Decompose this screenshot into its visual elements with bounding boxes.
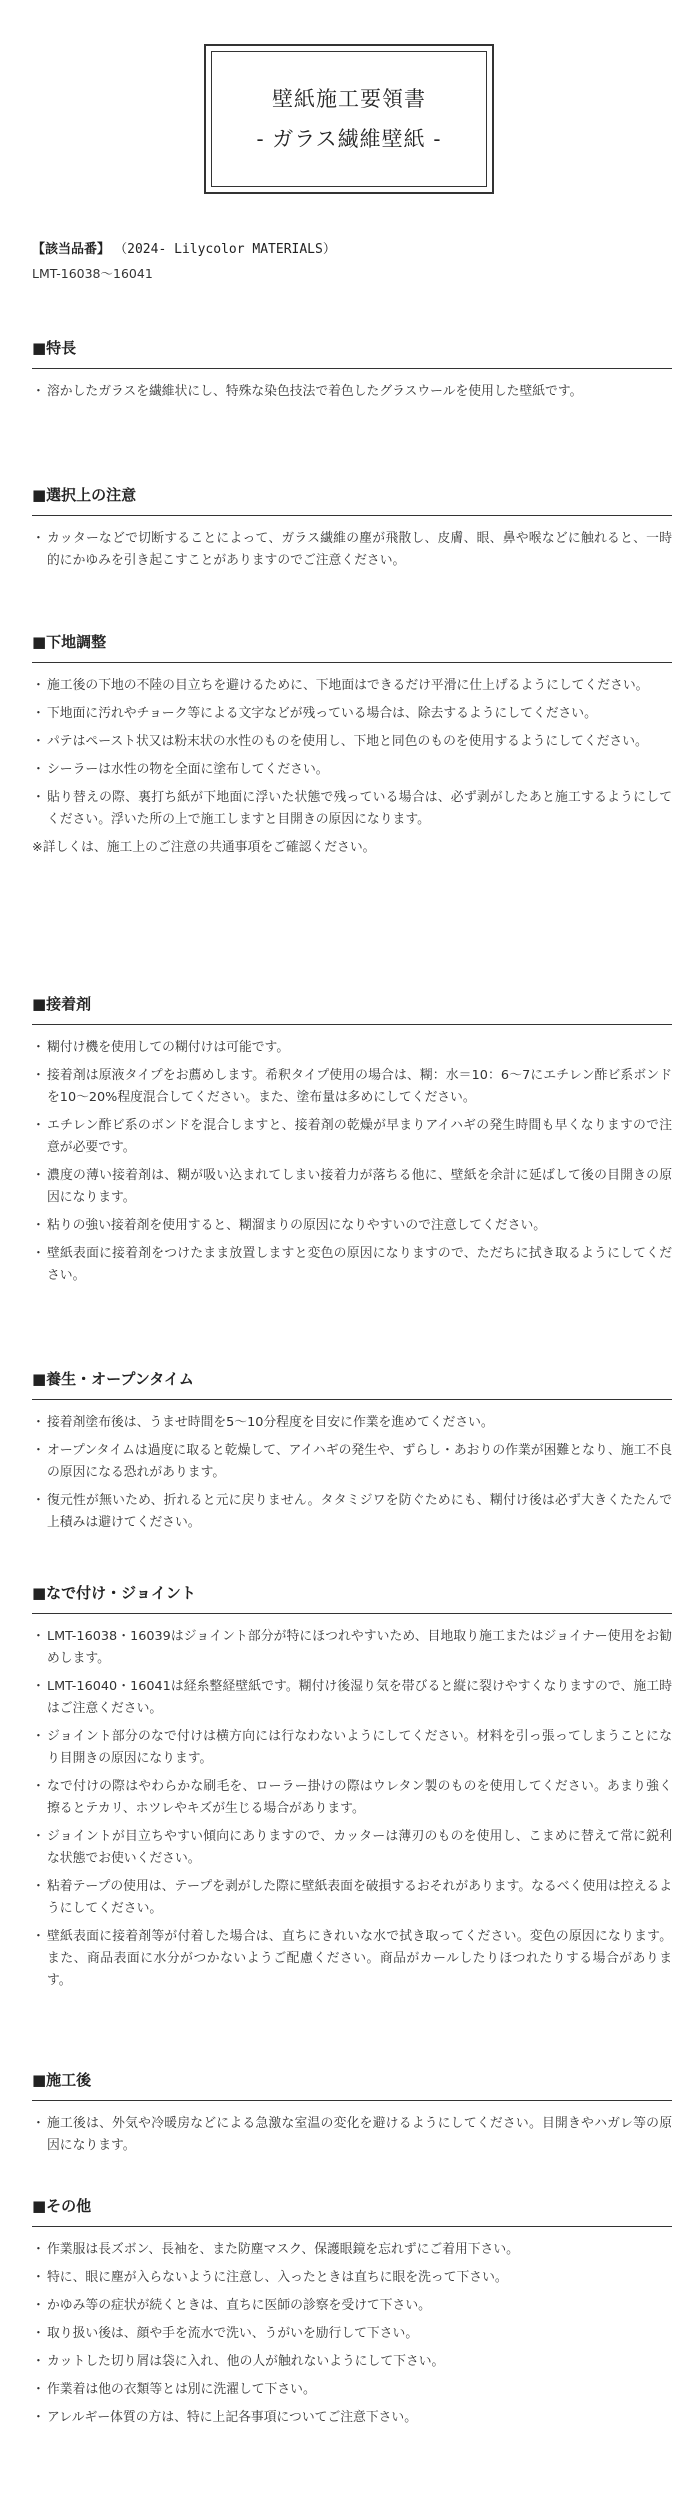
section-substrate-preparation <box>32 632 672 859</box>
list-item: ・ エチレン酢ビ系のボンドを混合しますと、接着剤の乾燥が早まりアイハギの発生時間も早くなりますので注意が必要です。 <box>32 1115 672 1159</box>
list-item: ・ LMT-16038・16039はジョイント部分が特にほつれやすいため、目地取り施工またはジョイナー使用をお勧めします。 <box>32 1626 672 1670</box>
section-heading: ■その他 <box>32 2196 672 2227</box>
list-item: ・ 作業服は長ズボン、長袖を、また防塵マスク、保護眼鏡を忘れずにご着用下さい。 <box>32 2239 672 2261</box>
product-info <box>32 238 672 286</box>
section-curing-open-time <box>32 1369 672 1540</box>
list-item: ・ 下地面に汚れやチョーク等による文字などが残っている場合は、除去するようにしてください。 <box>32 703 672 725</box>
title-inner-frame <box>211 51 487 187</box>
list-item: ・ 作業着は他の衣類等とは別に洗濯して下さい。 <box>32 2379 672 2401</box>
list-item: ・ アレルギー体質の方は、特に上記各事項についてご注意下さい。 <box>32 2407 672 2429</box>
section-heading: ■選択上の注意 <box>32 485 672 516</box>
list-item: ・ 貼り替えの際、裏打ち紙が下地面に浮いた状態で残っている場合は、必ず剥がしたあと施工するようにしてください。浮いた所の上で施工しますと目開きの原因になります。 <box>32 787 672 831</box>
list-item: ・ 糊付け機を使用しての糊付けは可能です。 <box>32 1037 672 1059</box>
list-item: ・ 濃度の薄い接着剤は、糊が吸い込まれてしまい接着力が落ちる他に、壁紙を余計に延ばして後の目開きの原因になります。 <box>32 1165 672 1209</box>
list-item: ・ 壁紙表面に接着剤等が付着した場合は、直ちにきれいな水で拭き取ってください。変色の原因になります。また、商品表面に水分がつかないようご配慮ください。商品がカールしたりほつれたりする場合があります。 <box>32 1926 672 1992</box>
section-features <box>32 338 672 409</box>
list-item: ・ カットした切り屑は袋に入れ、他の人が触れないようにして下さい。 <box>32 2351 672 2373</box>
section-heading: ■下地調整 <box>32 632 672 663</box>
list-item: ・ オープンタイムは過度に取ると乾燥して、アイハギの発生や、ずらし・あおりの作業が困難となり、施工不良の原因になる恐れがあります。 <box>32 1440 672 1484</box>
product-brand: （2024- Lilycolor MATERIALS） <box>114 242 336 257</box>
section-heading: ■なで付け・ジョイント <box>32 1583 672 1614</box>
title-frame <box>204 44 494 194</box>
list-item: ・ カッターなどで切断することによって、ガラス繊維の塵が飛散し、皮膚、眼、鼻や喉などに触れると、一時的にかゆみを引き起こすことがありますのでご注意ください。 <box>32 528 672 572</box>
list-item: ・ 復元性が無いため、折れると元に戻りません。タタミジワを防ぐためにも、糊付け後は必ず大きくたたんで上積みは避けてください。 <box>32 1490 672 1534</box>
list-item: ・ なで付けの際はやわらかな刷毛を、ローラー掛けの際はウレタン製のものを使用してください。あまり強く擦るとテカリ、ホツレやキズが生じる場合があります。 <box>32 1776 672 1820</box>
list-item: ・ LMT-16040・16041は経糸整経壁紙です。糊付け後湿り気を帯びると縦に裂けやすくなりますので、施工時はご注意ください。 <box>32 1676 672 1720</box>
list-item: ・ かゆみ等の症状が続くときは、直ちに医師の診察を受けて下さい。 <box>32 2295 672 2317</box>
document-title: 壁紙施工要領書 <box>272 87 426 111</box>
list-item: ・ 施工後は、外気や冷暖房などによる急激な室温の変化を避けるようにしてください。目開きやハガレ等の原因になります。 <box>32 2113 672 2157</box>
list-item: ・ 粘着テープの使用は、テープを剥がした際に壁紙表面を破損するおそれがあります。なるべく使用は控えるようにしてください。 <box>32 1876 672 1920</box>
list-item: ・ 施工後の下地の不陸の目立ちを避けるために、下地面はできるだけ平滑に仕上げるようにしてください。 <box>32 675 672 697</box>
section-smoothing-joint <box>32 1583 672 1998</box>
section-heading: ■接着剤 <box>32 994 672 1025</box>
product-number-label: 【該当品番】 <box>32 242 111 257</box>
section-note: ※詳しくは、施工上のご注意の共通事項をご確認ください。 <box>32 840 376 855</box>
list-item: ・ 接着剤塗布後は、うませ時間を5～10分程度を目安に作業を進めてください。 <box>32 1412 672 1434</box>
list-item: ・ 壁紙表面に接着剤をつけたまま放置しますと変色の原因になりますので、ただちに拭き取るようにしてください。 <box>32 1243 672 1287</box>
section-heading: ■養生・オープンタイム <box>32 1369 672 1400</box>
list-item: ・ ジョイントが目立ちやすい傾向にありますので、カッターは薄刃のものを使用し、こまめに替えて常に鋭利な状態でお使いください。 <box>32 1826 672 1870</box>
list-item: ・ 特に、眼に塵が入らないように注意し、入ったときは直ちに眼を洗って下さい。 <box>32 2267 672 2289</box>
section-heading: ■特長 <box>32 338 672 369</box>
section-heading: ■施工後 <box>32 2070 672 2101</box>
section-after-installation <box>32 2070 672 2163</box>
product-codes: LMT-16038～16041 <box>32 266 153 281</box>
section-adhesive <box>32 994 672 1293</box>
document-subtitle: - ガラス繊維壁紙 - <box>256 127 442 151</box>
list-item: ・ ジョイント部分のなで付けは横方向には行なわないようにしてください。材料を引っ張ってしまうことになり目開きの原因になります。 <box>32 1726 672 1770</box>
list-item: ・ シーラーは水性の物を全面に塗布してください。 <box>32 759 672 781</box>
list-item: ・ 溶かしたガラスを繊維状にし、特殊な染色技法で着色したグラスウールを使用した壁紙です。 <box>32 381 672 403</box>
list-item: ・ 粘りの強い接着剤を使用すると、糊溜まりの原因になりやすいので注意してください。 <box>32 1215 672 1237</box>
list-item: ・ 接着剤は原液タイプをお薦めします。希釈タイプ使用の場合は、糊：水＝10：6～7にエチレン酢ビ系ボンドを10～20%程度混合してください。また、塗布量は多めにしてください。 <box>32 1065 672 1109</box>
list-item: ・ パテはペースト状又は粉末状の水性のものを使用し、下地と同色のものを使用するようにしてください。 <box>32 731 672 753</box>
list-item: ・ 取り扱い後は、顔や手を流水で洗い、うがいを励行して下さい。 <box>32 2323 672 2345</box>
section-other <box>32 2196 672 2435</box>
section-selection-notes <box>32 485 672 578</box>
